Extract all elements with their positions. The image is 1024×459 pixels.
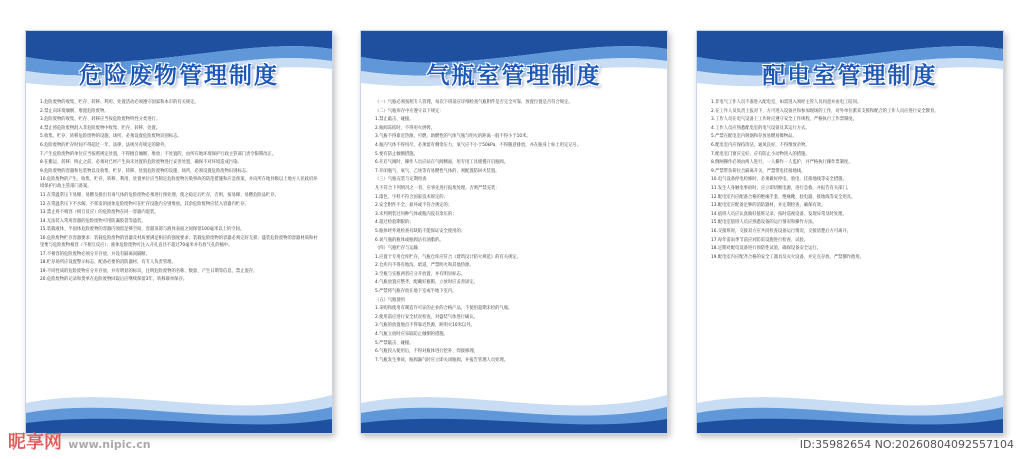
panel-title: 气瓶室管理制度 <box>426 63 602 89</box>
panel-hazardous-waste <box>25 30 333 434</box>
rule-paragraph: 8.倒闸操作必须由两人进行，一人操作一人监护，并严格执行操作票制度。 <box>711 160 853 166</box>
rule-paragraph: （五）气瓶使用 <box>375 297 406 303</box>
rule-paragraph: 2.使用前应进行安全状况检查，对盛装气体进行确认。 <box>375 314 478 320</box>
rule-paragraph: 6.开启气阀时，操作人员应站在气阀侧面，用专用工具缓慢开启瓶阀。 <box>375 160 509 166</box>
rule-paragraph: 7.产生危险废物的单位应当按照规定处置，不得擅自倾倒、堆放；不处置的，由所在地环境保护行政主管部门责令限期改正。 <box>40 151 277 157</box>
rule-paragraph: （四）气瓶贮存与运输 <box>375 246 418 252</box>
rule-paragraph: 5.严禁在配电室内吸烟和存放易燃易爆物品。 <box>711 134 797 140</box>
rule-paragraph: 3.气瓶不得靠近热源，可燃、助燃性的气体气瓶与明火的距离一般不得小于10米。 <box>375 134 531 140</box>
rule-paragraph: 5.收集、贮存、转移危险废物的设施、场所，必须设置危险废物识别标志。 <box>40 134 182 140</box>
rule-paragraph: 凡不符合下列情况之一者，应事先进行报废处理，否则严禁充装： <box>375 185 500 191</box>
rule-paragraph: 19.不同性质的危险废物应分开存放，并有明显的标识，注明危险废物的名称、数量、产生日期等信息，禁止混存。 <box>40 268 258 274</box>
rule-paragraph: 5.要有防止倾倒措施。 <box>375 151 418 157</box>
rule-paragraph: 13.禁止将不相容（相互反应）的危险废物在同一容器内混装。 <box>40 210 159 216</box>
panel-body <box>40 99 318 393</box>
rule-paragraph: 11.发生人身触电事故时，应立即切断电源，进行急救，并报告有关部门。 <box>711 185 852 191</box>
rule-paragraph: 4.瓶内气体不得用尽，必须留有剩余压力，氧气应不小于50kPa，不得随意排放，并在瓶身上标上用完记号。 <box>375 142 582 148</box>
bottom-wave-decoration <box>26 373 332 433</box>
rule-paragraph: 13.配电室应配备足够的消防器材，并定期检查，确保有效。 <box>711 203 826 209</box>
rule-paragraph: 16.危险废物贮存容器要求：装载危险废物的容器及材质要满足相应的强度要求；装载危险废物的容器必须完好无损；盛装危险废物的容器材质和衬里要与危险废物相容（不相互反应）；液体危险废物可注入开孔直径不超过70毫米并有放气孔的桶中。 <box>40 235 318 248</box>
rule-paragraph: 1.危险废物的收集、贮存、转移、利用、处置活动必须遵守国家和本市的有关规定。 <box>40 100 199 105</box>
rule-paragraph: 3.空瓶与实瓶两者应分开放置，并有明显标志。 <box>375 271 466 277</box>
rule-paragraph: （三）气瓶充装与定期检查 <box>375 177 427 183</box>
watermark-id: ID:35982654 NO:20260804092557104 <box>799 438 1014 451</box>
rule-paragraph: 1.漆色、字样不符合国家技术规定的； <box>375 194 448 200</box>
rule-paragraph: 20.危险废物的记录和货单在危险废物回取后应继续保留3年，转移联单保存。 <box>40 277 188 283</box>
panel-body <box>711 99 989 393</box>
rule-paragraph: 18.贮存场所应设置警示标志，配备必要的消防器材，有专人负责管理。 <box>40 260 176 266</box>
rule-paragraph: 12.配电室内应配备合格的绝缘手套、绝缘靴、验电器、接地线等安全用具。 <box>711 194 856 200</box>
rule-paragraph: 11.在常温常压下易爆、易燃及排出有毒气体的危险废物必须进行预处理，使之稳定后贮存，否则，按易爆、易燃危险品贮存。 <box>40 192 279 198</box>
rule-paragraph: 2.瓶阀冻结时，不得用火烘烤。 <box>375 125 435 131</box>
rule-paragraph: 16.交接班时，交接双方应共同检查设备运行情况，交接清楚后方可离开。 <box>711 228 852 234</box>
rule-paragraph: 2.禁止向环境倾倒、堆置危险废物。 <box>40 108 109 114</box>
rule-paragraph: 6.配电室内应保持清洁，通风良好，不得堆放杂物。 <box>711 142 810 148</box>
rule-paragraph: 3.危险废物的收集、贮存、转移应当按危险废物特性分类进行。 <box>40 117 161 123</box>
rule-paragraph: 2.仓库内不得有地沟、暗道，严禁明火和其他热源。 <box>375 263 474 269</box>
rule-paragraph: 2.在工作人员负责上报对下，方可进入设备区和参加现场的工作，对外单位派来支援和配合的工作人员应进行安全教育。 <box>711 108 939 114</box>
rule-paragraph: 7.开闭瓶气、氧气、乙炔等有易燃性气体的，须配置防回火装置。 <box>375 168 500 174</box>
rule-paragraph: 7.气瓶发生事故，瓶阀漏气时应立即关闭瓶阀，并报告管理人员处理。 <box>375 357 509 363</box>
rule-paragraph: 1.禁止敲击、碰撞。 <box>375 117 414 123</box>
rule-paragraph: 1.应置于专用仓库贮存，气瓶仓库应符合《建筑设计防火规范》的有关规定。 <box>375 254 521 260</box>
panel-body <box>375 99 653 393</box>
rule-paragraph: 6.氧气瓶的瓶体或瓶阀沾有油脂的。 <box>375 237 444 243</box>
rule-paragraph: 2.安全附件不全、损坏或不符合规定的； <box>375 203 453 209</box>
rule-paragraph: 5.瓶体经外观检查有缺陷不能保证安全使用的； <box>375 228 466 234</box>
rule-paragraph: 14.值班人员应认真做好值班记录，按时巡视设备，发现异常及时处理。 <box>711 211 847 217</box>
rule-paragraph: （二）气瓶库存中应遵守以下规定： <box>375 108 444 114</box>
rule-paragraph: 1.非电气工作人员不准进入配电室，如需进入须经主管人员同意并由电工陪同。 <box>711 100 862 105</box>
rule-paragraph: 7.配电室门窗应完好，应有防止小动物进入的措施。 <box>711 151 810 157</box>
rule-paragraph: 17.每年雷雨季节前应对防雷设施进行检查、试验。 <box>711 237 809 243</box>
rule-paragraph: 1.采购和使用有制造许可证的企业的合格产品，不使用超期未检的气瓶。 <box>375 306 513 312</box>
rule-paragraph: 15.装载液体、半固体危险废物的容器内须留足够空间，容器顶部与液体表面之间保留100毫米以上的空间。 <box>40 227 245 233</box>
rule-paragraph: 14.无法装入常用容器的危险废物可用防漏胶袋等盛装。 <box>40 218 146 224</box>
panel-title: 配电室管理制度 <box>762 63 938 89</box>
panel-title: 危险废物管理制度 <box>79 63 279 89</box>
rule-paragraph: 6.危险废物的贮存时间不得超过一年，法律、法规另有规定的除外。 <box>40 142 169 148</box>
rule-paragraph: 9.严禁带负荷拉合隔离开关，严禁带电挂接地线。 <box>711 168 806 174</box>
rule-paragraph: 4.超过检验期限的； <box>375 220 414 226</box>
rule-paragraph: 17.不相容的危险废物必须分开存放，并设有隔离间隔断。 <box>40 251 150 257</box>
rule-paragraph: 4.禁止将危险废物混入非危险废物中收集、贮存、转移、处置。 <box>40 125 161 131</box>
rule-paragraph: 6.气瓶投入使用后，不得对瓶体进行挖补、焊接修理。 <box>375 349 478 355</box>
rule-paragraph: 12.在常温常压下不水解、不挥发的固体危险废物可在贮存设施内分别堆放。其余危险废物应装入容器内贮存。 <box>40 201 249 207</box>
rule-paragraph: 3.工作人员在电气设备上工作时应遵守安全工作规程，严格执行工作票制度。 <box>711 117 857 123</box>
rule-paragraph: 18.定期对配电设备进行预防性试验，确保设备安全运行。 <box>711 246 821 252</box>
panel-gas-cylinder-room <box>360 30 668 434</box>
rule-paragraph: 10.危险废物的产生、收集、贮存、转移、利用、处置单位应当制定危险废物污染事故的防范措施和应急预案，并向所在地县级以上地方人民政府环境保护行政主管部门备案。 <box>40 177 318 190</box>
site-watermark-logo <box>8 428 151 454</box>
watermark-url: www.nipic.cn <box>68 438 151 451</box>
rule-paragraph: 8.在搬运、转移、终止之前，必须对已经产生尚未处置的危险废物进行妥善处置，确保不对环境造成污染。 <box>40 160 242 166</box>
panel-power-distribution-room <box>696 30 1004 434</box>
watermark-logo-text: 昵享网 <box>8 432 62 453</box>
rule-paragraph: 3.气瓶的放置地点不得靠近热源，距明火10米以外。 <box>375 323 475 329</box>
rule-paragraph: 15.配电室值班人员应熟悉设备的运行情况和操作方法。 <box>711 220 817 226</box>
rule-paragraph: 5.严禁将气瓶存放在地下室或半地下室内。 <box>375 289 457 295</box>
rule-paragraph: 3.未判明装过何种气体或瓶内没有余压的； <box>375 211 457 217</box>
rule-paragraph: 5.严禁敲击、碰撞。 <box>375 340 414 346</box>
rule-paragraph: 19.配电室内应配齐合格的安全工器具及灭火设备，并定点存放，严禁挪作他用。 <box>711 254 864 260</box>
rule-paragraph: 10.电气设备停电检修时，必须做好停电、验电、挂接地线等安全措施。 <box>711 177 847 183</box>
rule-paragraph: 4.气瓶放置应整齐，配戴好瓶帽，立放时应妥善固定。 <box>375 280 478 286</box>
rule-paragraph: （一）气瓶必须按照专人管理，每次下班前应详细检查气瓶附件是否完全可靠，放置位置是否符合规定。 <box>375 100 573 105</box>
bottom-wave-decoration <box>361 373 667 433</box>
bottom-wave-decoration <box>697 373 1003 433</box>
rule-paragraph: 4.气瓶立放时应采取防止倾倒的措施。 <box>375 332 448 338</box>
rule-paragraph: 9.危险废物的容器和包装物以及收集、贮存、转移、处置危险废物的设施、场所，必须设置危险废物识别标志。 <box>40 168 251 174</box>
rule-paragraph: 4.工作人员应熟悉配电室的电气设备及其运行方式。 <box>711 125 810 131</box>
